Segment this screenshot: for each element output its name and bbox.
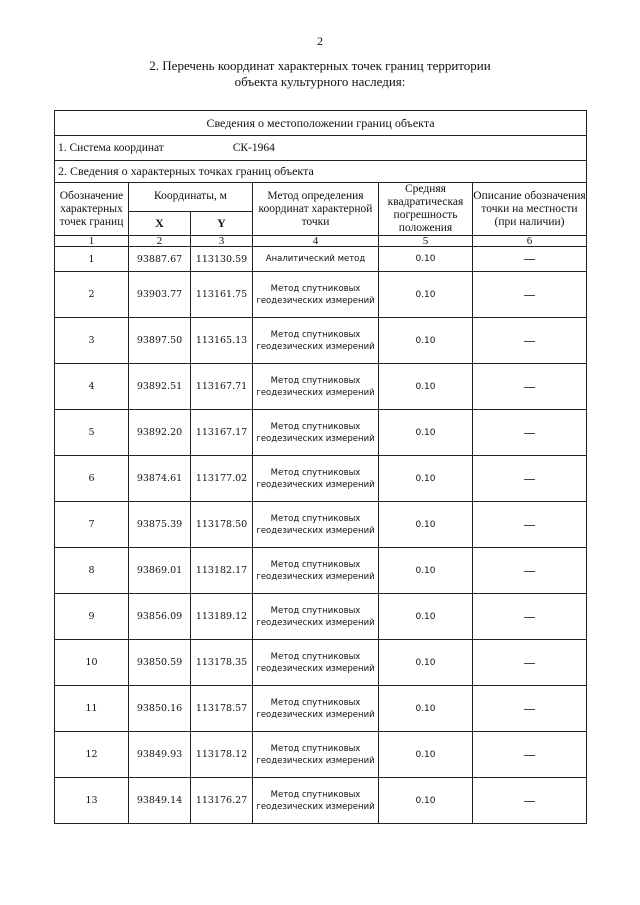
accuracy-cell: 0.10: [379, 318, 473, 364]
description-cell: —: [473, 640, 587, 686]
point-number-cell: 11: [55, 686, 129, 732]
accuracy-cell: 0.10: [379, 364, 473, 410]
description-cell: —: [473, 778, 587, 824]
column-number: 4: [253, 236, 379, 247]
x-coordinate-cell: 93875.39: [129, 502, 191, 548]
accuracy-cell: 0.10: [379, 640, 473, 686]
method-cell: Метод спутниковых геодезических измерений: [253, 456, 379, 502]
x-coordinate-cell: 93850.59: [129, 640, 191, 686]
accuracy-cell: 0.10: [379, 732, 473, 778]
y-coordinate-cell: 113167.17: [191, 410, 253, 456]
table-row: [55, 272, 587, 318]
y-coordinate-cell: 113182.17: [191, 548, 253, 594]
header-accuracy: Средняя квадратическая погрешность положения: [379, 183, 473, 236]
method-cell: Метод спутниковых геодезических измерений: [253, 548, 379, 594]
table-row: [55, 778, 587, 824]
header-y: Y: [191, 211, 253, 235]
method-cell: Метод спутниковых геодезических измерений: [253, 594, 379, 640]
method-cell: Метод спутниковых геодезических измерений: [253, 318, 379, 364]
method-cell: Метод спутниковых геодезических измерений: [253, 686, 379, 732]
column-number: 3: [191, 236, 253, 247]
point-number-cell: 2: [55, 272, 129, 318]
x-coordinate-cell: 93887.67: [129, 247, 191, 272]
accuracy-cell: 0.10: [379, 247, 473, 272]
point-number-cell: 10: [55, 640, 129, 686]
point-number-cell: 9: [55, 594, 129, 640]
x-coordinate-cell: 93874.61: [129, 456, 191, 502]
method-cell: Метод спутниковых геодезических измерений: [253, 502, 379, 548]
header-coordinates: Координаты, м: [129, 183, 253, 212]
table-row: [55, 732, 587, 778]
point-number-cell: 3: [55, 318, 129, 364]
method-cell: Метод спутниковых геодезических измерений: [253, 410, 379, 456]
accuracy-cell: 0.10: [379, 548, 473, 594]
y-coordinate-cell: 113176.27: [191, 778, 253, 824]
x-coordinate-cell: 93869.01: [129, 548, 191, 594]
accuracy-cell: 0.10: [379, 456, 473, 502]
method-cell: Метод спутниковых геодезических измерений: [253, 732, 379, 778]
x-coordinate-cell: 93903.77: [129, 272, 191, 318]
coordinates-table: [54, 110, 587, 824]
point-number-cell: 7: [55, 502, 129, 548]
description-cell: —: [473, 364, 587, 410]
column-number: 2: [129, 236, 191, 247]
table-row: [55, 502, 587, 548]
description-cell: —: [473, 594, 587, 640]
section-title: Сведения о местоположении границ объекта: [55, 111, 587, 136]
table-row: [55, 318, 587, 364]
header-method: Метод определения координат характерной точки: [253, 183, 379, 236]
method-cell: Метод спутниковых геодезических измерений: [253, 272, 379, 318]
point-number-cell: 6: [55, 456, 129, 502]
description-cell: —: [473, 502, 587, 548]
column-number: 5: [379, 236, 473, 247]
y-coordinate-cell: 113130.59: [191, 247, 253, 272]
page-number: 2: [317, 34, 323, 48]
table-row: [55, 410, 587, 456]
y-coordinate-cell: 113178.50: [191, 502, 253, 548]
method-cell: Метод спутниковых геодезических измерений: [253, 778, 379, 824]
y-coordinate-cell: 113189.12: [191, 594, 253, 640]
y-coordinate-cell: 113178.35: [191, 640, 253, 686]
x-coordinate-cell: 93892.51: [129, 364, 191, 410]
table-row: [55, 456, 587, 502]
description-cell: —: [473, 318, 587, 364]
accuracy-cell: 0.10: [379, 778, 473, 824]
description-cell: —: [473, 272, 587, 318]
accuracy-cell: 0.10: [379, 686, 473, 732]
description-cell: —: [473, 686, 587, 732]
heading-line-2: объекта культурного наследия:: [234, 74, 406, 89]
description-cell: —: [473, 456, 587, 502]
header-description: Описание обозначения точки на местности (при наличии): [473, 183, 587, 236]
table-row: [55, 548, 587, 594]
description-cell: —: [473, 247, 587, 272]
column-number: 6: [473, 236, 587, 247]
y-coordinate-cell: 113165.13: [191, 318, 253, 364]
y-coordinate-cell: 113178.12: [191, 732, 253, 778]
point-number-cell: 13: [55, 778, 129, 824]
point-number-cell: 1: [55, 247, 129, 272]
description-cell: —: [473, 410, 587, 456]
method-cell: Метод спутниковых геодезических измерений: [253, 640, 379, 686]
document-heading: [0, 58, 640, 90]
header-designation: Обозначение характерных точек границ: [55, 183, 129, 236]
accuracy-cell: 0.10: [379, 272, 473, 318]
description-cell: —: [473, 548, 587, 594]
column-number-row: [55, 236, 587, 247]
table-row: [55, 247, 587, 272]
method-cell: Метод спутниковых геодезических измерений: [253, 364, 379, 410]
accuracy-cell: 0.10: [379, 410, 473, 456]
table-row: [55, 364, 587, 410]
x-coordinate-cell: 93892.20: [129, 410, 191, 456]
points-section-title: 2. Сведения о характерных точках границ объекта: [55, 161, 587, 183]
y-coordinate-cell: 113178.57: [191, 686, 253, 732]
coordinate-system-row: [55, 136, 587, 161]
point-number-cell: 8: [55, 548, 129, 594]
table-row: [55, 640, 587, 686]
description-cell: —: [473, 732, 587, 778]
heading-line-1: 2. Перечень координат характерных точек границ территории: [149, 58, 491, 73]
point-number-cell: 12: [55, 732, 129, 778]
table-row: [55, 594, 587, 640]
x-coordinate-cell: 93849.14: [129, 778, 191, 824]
header-x: X: [129, 211, 191, 235]
y-coordinate-cell: 113161.75: [191, 272, 253, 318]
column-number: 1: [55, 236, 129, 247]
point-number-cell: 4: [55, 364, 129, 410]
x-coordinate-cell: 93849.93: [129, 732, 191, 778]
accuracy-cell: 0.10: [379, 502, 473, 548]
x-coordinate-cell: 93850.16: [129, 686, 191, 732]
table-row: [55, 686, 587, 732]
y-coordinate-cell: 113167.71: [191, 364, 253, 410]
y-coordinate-cell: 113177.02: [191, 456, 253, 502]
method-cell: Аналитический метод: [253, 247, 379, 272]
x-coordinate-cell: 93897.50: [129, 318, 191, 364]
coordinate-system-label: 1. Система координат: [58, 142, 164, 154]
accuracy-cell: 0.10: [379, 594, 473, 640]
coordinate-system-value: СК-1964: [232, 142, 275, 154]
x-coordinate-cell: 93856.09: [129, 594, 191, 640]
point-number-cell: 5: [55, 410, 129, 456]
